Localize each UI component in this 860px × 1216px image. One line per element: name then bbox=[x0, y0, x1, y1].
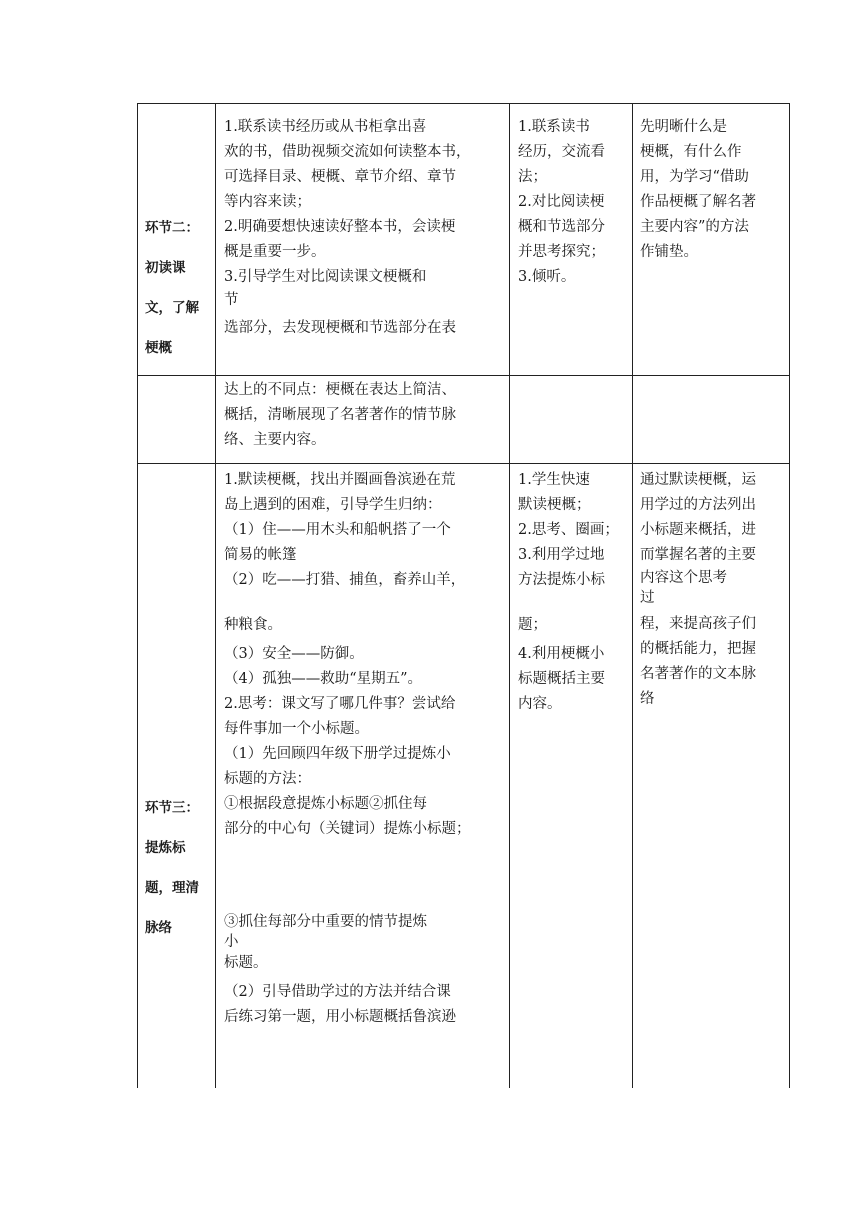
text-line: 小标题来概括，进 bbox=[640, 522, 756, 538]
text-line: 1.联系读书 bbox=[518, 119, 590, 135]
text-line: 内容。 bbox=[518, 696, 562, 712]
text-line: 名著著作的文本脉 bbox=[640, 666, 756, 682]
text-line: 2.思考、圈画； bbox=[518, 522, 619, 538]
text-line: 3.倾听。 bbox=[518, 269, 576, 285]
text-line: 提炼标 bbox=[145, 840, 186, 856]
text-line: 程，来提高孩子们 bbox=[640, 616, 756, 632]
text-line: （2）吃——打猎、捕鱼，畜养山羊， bbox=[224, 572, 466, 588]
text-line: 标题。 bbox=[224, 955, 268, 971]
row-divider-2 bbox=[137, 463, 790, 464]
text-line: 并思考探究； bbox=[518, 244, 605, 260]
text-line: 每件事加一个小标题。 bbox=[224, 721, 369, 737]
text-line: 2.明确要想快速读好整本书，会读梗 bbox=[224, 219, 456, 235]
section2-student-activity bbox=[518, 115, 605, 290]
text-line: 经历，交流看 bbox=[518, 144, 605, 160]
text-line: 主要内容”的方法 bbox=[640, 219, 749, 235]
text-line: 用学过的方法列出 bbox=[640, 497, 756, 513]
text-line: 作品梗概了解名著 bbox=[640, 194, 756, 210]
text-line: （2）引导借助学过的方法并结合课 bbox=[224, 984, 451, 1000]
row-divider-1 bbox=[137, 375, 790, 376]
text-line: 简易的帐篷 bbox=[224, 547, 297, 563]
table-border-left bbox=[137, 103, 138, 1088]
text-line: 标题概括主要 bbox=[518, 671, 605, 687]
section2-label bbox=[145, 208, 199, 368]
text-line: 达上的不同点：梗概在表达上简洁、 bbox=[224, 382, 456, 398]
table-border-top bbox=[137, 103, 790, 104]
text-line: 4.利用梗概小 bbox=[518, 646, 605, 662]
text-line: 环节三： bbox=[145, 800, 199, 816]
text-line: 先明晰什么是 bbox=[640, 119, 727, 135]
text-line: 岛上遇到的困难，引导学生归纳： bbox=[224, 497, 442, 513]
text-line: 3.利用学过地 bbox=[518, 547, 605, 563]
text-line: （1）住——用木头和船帆搭了一个 bbox=[224, 522, 451, 538]
text-line: 种粮食。 bbox=[224, 617, 282, 633]
text-line: 用，为学习“借助 bbox=[640, 169, 749, 185]
text-line: 2.对比阅读梗 bbox=[518, 194, 605, 210]
section3-teacher-activity bbox=[224, 468, 471, 1030]
text-line: 环节二： bbox=[145, 220, 199, 236]
text-line: ③抓住每部分中重要的情节提炼 bbox=[224, 914, 427, 930]
text-line: 络、主要内容。 bbox=[224, 432, 326, 448]
text-line: 梗概，有什么作 bbox=[640, 144, 742, 160]
section2-design-intent bbox=[640, 115, 756, 265]
text-line: 而掌握名著的主要 bbox=[640, 547, 756, 563]
text-line: 小 bbox=[224, 934, 239, 950]
text-line: （3）安全——防御。 bbox=[224, 646, 364, 662]
text-line: 1.默读梗概，找出并圈画鲁滨逊在荒 bbox=[224, 472, 456, 488]
text-line: 文，了解 bbox=[145, 300, 199, 316]
column-divider-2 bbox=[509, 103, 510, 1088]
section3-label bbox=[145, 788, 199, 948]
text-line: 通过默读梗概，运 bbox=[640, 472, 756, 488]
text-line: 梗概 bbox=[145, 340, 172, 356]
text-line: 标题的方法： bbox=[224, 771, 311, 787]
text-line: 可选择目录、梗概、章节介绍、章节 bbox=[224, 169, 456, 185]
section2-teacher-activity bbox=[224, 115, 471, 341]
text-line: 概和节选部分 bbox=[518, 219, 605, 235]
section3-design-intent bbox=[640, 468, 756, 712]
text-line: 初读课 bbox=[145, 260, 186, 276]
text-line: 的概括能力，把握 bbox=[640, 641, 756, 657]
text-line: ①根据段意提炼小标题②抓住每 bbox=[224, 796, 427, 812]
section2-teacher-continuation bbox=[224, 378, 456, 453]
text-line: 概是重要一步。 bbox=[224, 244, 326, 260]
column-divider-3 bbox=[632, 103, 633, 1088]
text-line: 方法提炼小标 bbox=[518, 572, 605, 588]
text-line: （4）孤独——救助“星期五”。 bbox=[224, 671, 423, 687]
text-line: 默读梗概； bbox=[518, 497, 591, 513]
text-line: 1.学生快速 bbox=[518, 472, 590, 488]
text-line: 1.联系读书经历或从书柜拿出喜 bbox=[224, 119, 427, 135]
text-line: 作铺垫。 bbox=[640, 244, 698, 260]
text-line: 法； bbox=[518, 169, 547, 185]
text-line: 络 bbox=[640, 691, 655, 707]
text-line: 脉络 bbox=[145, 920, 172, 936]
section3-student-activity bbox=[518, 468, 619, 717]
table-border-right bbox=[789, 103, 790, 1088]
text-line: 节 bbox=[224, 292, 239, 308]
column-divider-1 bbox=[215, 103, 216, 1088]
text-line: 选部分，去发现梗概和节选部分在表 bbox=[224, 320, 456, 336]
text-line: 3.引导学生对比阅读课文梗概和 bbox=[224, 269, 427, 285]
text-line: 概括，清晰展现了名著著作的情节脉 bbox=[224, 407, 456, 423]
text-line: 题，理清 bbox=[145, 880, 199, 896]
text-line: 过 bbox=[640, 590, 655, 606]
lesson-plan-table bbox=[137, 103, 790, 1088]
text-line: 欢的书，借助视频交流如何读整本书， bbox=[224, 144, 471, 160]
text-line: 内容这个思考 bbox=[640, 570, 727, 586]
text-line: 等内容来读； bbox=[224, 194, 311, 210]
text-line: （1）先回顾四年级下册学过提炼小 bbox=[224, 746, 451, 762]
text-line: 部分的中心句（关键词）提炼小标题； bbox=[224, 821, 471, 837]
text-line: 题； bbox=[518, 617, 547, 633]
text-line: 后练习第一题，用小标题概括鲁滨逊 bbox=[224, 1009, 456, 1025]
text-line: 2.思考：课文写了哪几件事？尝试给 bbox=[224, 696, 456, 712]
